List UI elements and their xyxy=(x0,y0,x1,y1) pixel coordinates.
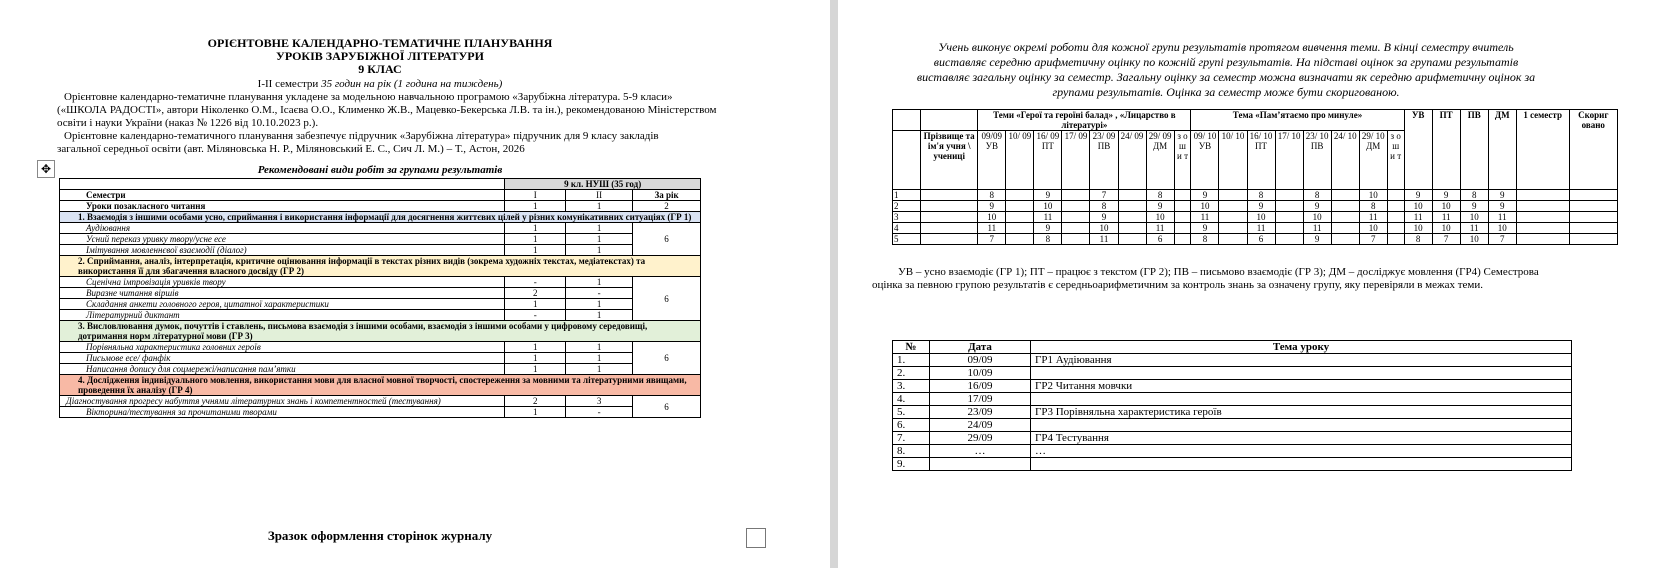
lesson-number[interactable]: 1. xyxy=(893,354,930,367)
grade-cell[interactable]: 10 xyxy=(978,212,1006,223)
lessons-table xyxy=(892,340,1572,471)
grade-cell[interactable] xyxy=(1062,190,1090,201)
student-col-header: Прізвище та ім'я учня \ учениці xyxy=(921,131,978,190)
cell-year: 6 xyxy=(633,223,701,256)
empty-cell xyxy=(60,179,505,190)
grade-cell[interactable] xyxy=(1006,190,1034,201)
lesson-number[interactable]: 6. xyxy=(893,419,930,432)
date-col-header: 23/ 10 ПВ xyxy=(1303,131,1331,190)
table-row xyxy=(60,201,701,212)
col-i: І xyxy=(505,190,566,201)
summary-cell[interactable] xyxy=(1516,201,1569,212)
date-col-header: 09/09 УВ xyxy=(978,131,1006,190)
date-col-header: 10/ 10 xyxy=(1219,131,1247,190)
summary-cell[interactable] xyxy=(1569,201,1617,212)
lesson-topic[interactable]: ГР2 Читання мовчки xyxy=(1031,380,1572,393)
cell-i: - xyxy=(505,277,566,288)
lesson-topic[interactable] xyxy=(1031,419,1572,432)
table-row xyxy=(60,299,701,310)
grade-cell[interactable] xyxy=(1275,212,1303,223)
summary-header: ПТ xyxy=(1432,110,1460,190)
grade-cell[interactable] xyxy=(1062,212,1090,223)
grade-cell[interactable]: 8 xyxy=(1303,190,1331,201)
date-col-header: 10/ 09 xyxy=(1006,131,1034,190)
title-line: ОРІЄНТОВНЕ КАЛЕНДАРНО-ТЕМАТИЧНЕ ПЛАНУВАННЯ xyxy=(207,36,553,50)
paragraph-line: загальної середньої освіти (авт. Міляновська Н. Р., Міляновський Е. С., Сич Л. М.) – Т., Астон, 2026 xyxy=(57,143,525,155)
date-col-header: 17/ 09 xyxy=(1062,131,1090,190)
table-row xyxy=(60,353,701,364)
date-col-header: 16/ 09 ПТ xyxy=(1034,131,1062,190)
intro-line: групами результатів. Оцінка за семестр може бути скоригованою. xyxy=(1052,85,1400,99)
grade-cell[interactable] xyxy=(1118,234,1146,245)
grade-cell[interactable]: 9 xyxy=(1034,190,1062,201)
summary-cell[interactable] xyxy=(1516,223,1569,234)
row-number: 1 xyxy=(893,190,921,201)
grade-cell[interactable]: 10 xyxy=(1303,212,1331,223)
document-title xyxy=(150,37,610,76)
lesson-number[interactable]: 2. xyxy=(893,367,930,380)
nush-header: 9 кл. НУШ (35 год) xyxy=(505,179,701,190)
table-header-row xyxy=(60,190,701,201)
row-label: Письмове есе/ фанфік xyxy=(60,353,505,364)
grade-cell[interactable]: 9 xyxy=(1303,234,1331,245)
row-label: Виразне читання віршів xyxy=(60,288,505,299)
cell-ii: 3 xyxy=(566,396,633,407)
lesson-topic[interactable] xyxy=(1031,367,1572,380)
intro-paragraph xyxy=(57,91,774,156)
summary-cell[interactable]: 9 xyxy=(1460,201,1488,212)
summary-cell[interactable]: 10 xyxy=(1460,234,1488,245)
grade-cell[interactable] xyxy=(1006,223,1034,234)
table-header-row xyxy=(60,179,701,190)
grade-cell[interactable]: 10 xyxy=(1191,201,1219,212)
summary-cell[interactable] xyxy=(1516,190,1569,201)
student-name-cell[interactable] xyxy=(921,201,978,212)
journal-row xyxy=(893,234,1618,245)
lesson-topic[interactable]: ГР3 Порівняльна характеристика героїв xyxy=(1031,406,1572,419)
grade-cell[interactable]: 9 xyxy=(1191,190,1219,201)
col-ii: ІІ xyxy=(566,190,633,201)
lesson-date[interactable] xyxy=(930,458,1031,471)
grade-cell[interactable]: 9 xyxy=(1146,201,1174,212)
empty-cell xyxy=(921,110,978,131)
summary-cell[interactable]: 7 xyxy=(1488,234,1516,245)
grade-cell[interactable]: 11 xyxy=(1090,234,1118,245)
grade-cell[interactable]: 9 xyxy=(1034,223,1062,234)
row-label: Уроки позакласного читання xyxy=(60,201,505,212)
lesson-date[interactable]: 09/09 xyxy=(930,354,1031,367)
cell-i: 1 xyxy=(505,342,566,353)
lesson-number[interactable]: 7. xyxy=(893,432,930,445)
table-caption: Рекомендовані види робіт за групами результатів xyxy=(257,164,503,176)
grade-cell[interactable] xyxy=(1387,212,1404,223)
lesson-row xyxy=(893,367,1572,380)
theme-header: Теми «Герої та героїні балад» , «Лицарство в літературі» xyxy=(978,110,1191,131)
cell-i: 2 xyxy=(505,288,566,299)
lesson-row xyxy=(893,393,1572,406)
intro-line: виставляє загальну оцінку за семестр. Загальну оцінку за семестр можна визначати як середню арифметичну оцінок за xyxy=(916,70,1536,84)
lesson-number[interactable]: 4. xyxy=(893,393,930,406)
lesson-topic[interactable] xyxy=(1031,458,1572,471)
grade-cell[interactable] xyxy=(1174,223,1191,234)
grade-cell[interactable]: 11 xyxy=(1359,212,1387,223)
row-number: 4 xyxy=(893,223,921,234)
grade-cell[interactable]: 8 xyxy=(1090,201,1118,212)
move-handle-icon[interactable]: ✥ xyxy=(37,160,55,178)
grade-cell[interactable] xyxy=(1275,201,1303,212)
lesson-date[interactable]: … xyxy=(930,445,1031,458)
cell-i: 1 xyxy=(505,245,566,256)
lesson-row xyxy=(893,458,1572,471)
paragraph-line: освіти і науки України (наказ № 1226 від 10.10.2023 р.). xyxy=(57,117,319,129)
date-col-header: 29/ 09 ДМ xyxy=(1146,131,1174,190)
row-label: Сценічна імпровізація уривків твору xyxy=(60,277,505,288)
cell-ii: 1 xyxy=(566,299,633,310)
lesson-date[interactable]: 23/09 xyxy=(930,406,1031,419)
cell-ii: 1 xyxy=(566,245,633,256)
journal-row xyxy=(893,190,1618,201)
summary-cell[interactable] xyxy=(1569,212,1617,223)
table-row xyxy=(60,288,701,299)
student-name-cell[interactable] xyxy=(921,190,978,201)
lesson-topic[interactable]: … xyxy=(1031,445,1572,458)
cell-i: 1 xyxy=(505,407,566,418)
table-row xyxy=(60,310,701,321)
grade-cell[interactable] xyxy=(1219,234,1247,245)
legend-line: оцінка за певною групою результатів є середньоарифметичним за контроль знань за означену групу, яку перевіряли в межах теми. xyxy=(872,279,1484,291)
grade-cell[interactable] xyxy=(1331,212,1359,223)
journal-header-row xyxy=(893,110,1618,131)
summary-cell[interactable] xyxy=(1516,212,1569,223)
lesson-row xyxy=(893,406,1572,419)
grade-cell[interactable] xyxy=(1006,234,1034,245)
activities-table xyxy=(59,178,701,418)
grade-cell[interactable]: 7 xyxy=(1090,190,1118,201)
summary-cell[interactable]: 9 xyxy=(1432,190,1460,201)
summary-cell[interactable]: 8 xyxy=(1404,234,1432,245)
group-row xyxy=(60,375,701,396)
summary-header: УВ xyxy=(1404,110,1432,190)
journal-grades-table xyxy=(892,109,1618,245)
summary-cell[interactable]: 10 xyxy=(1460,212,1488,223)
grade-cell[interactable] xyxy=(1174,201,1191,212)
cell-year: 2 xyxy=(633,201,701,212)
cell-ii: - xyxy=(566,288,633,299)
grade-cell[interactable]: 9 xyxy=(978,201,1006,212)
semesters-line xyxy=(150,78,610,91)
grade-cell[interactable]: 7 xyxy=(978,234,1006,245)
legend-text xyxy=(872,266,1632,292)
lesson-date[interactable]: 16/09 xyxy=(930,380,1031,393)
group-row xyxy=(60,256,701,277)
cell-ii: 1 xyxy=(566,342,633,353)
student-name-cell[interactable] xyxy=(921,234,978,245)
journal-row xyxy=(893,223,1618,234)
grade-cell[interactable]: 11 xyxy=(1303,223,1331,234)
summary-cell[interactable]: 9 xyxy=(1488,201,1516,212)
grade-cell[interactable] xyxy=(1062,234,1090,245)
legend-line: УВ – усно взаємодіє (ГР 1); ПТ – працює з текстом (ГР 2); ПВ – письмово взаємодіє (ГР 3); ДМ – досліджує мовлення (ГР4) Семестрова xyxy=(898,266,1539,278)
student-name-cell[interactable] xyxy=(921,223,978,234)
row-label: Вікторина/тестування за прочитаними творами xyxy=(60,407,505,418)
lesson-number[interactable]: 3. xyxy=(893,380,930,393)
date-col-header: 09/ 10 УВ xyxy=(1191,131,1219,190)
grade-cell[interactable]: 7 xyxy=(1359,234,1387,245)
lesson-date[interactable]: 17/09 xyxy=(930,393,1031,406)
journal-row xyxy=(893,212,1618,223)
grade-cell[interactable] xyxy=(1387,234,1404,245)
cell-ii: 1 xyxy=(566,277,633,288)
semesters-hours: 35 годин на рік (1 година на тиждень) xyxy=(321,78,503,90)
title-line: УРОКІВ ЗАРУБІЖНОЇ ЛІТЕРАТУРИ xyxy=(276,49,484,63)
summary-header: ДМ xyxy=(1488,110,1516,190)
content-control-checkbox[interactable] xyxy=(746,528,766,548)
grade-cell[interactable] xyxy=(1275,223,1303,234)
lesson-topic[interactable] xyxy=(1031,393,1572,406)
grade-cell[interactable] xyxy=(1387,190,1404,201)
col-date: Дата xyxy=(930,341,1031,354)
cell-i: 1 xyxy=(505,201,566,212)
summary-cell[interactable] xyxy=(1569,190,1617,201)
right-page xyxy=(838,0,1665,568)
left-page xyxy=(0,0,830,568)
group-title: 3. Висловлювання думок, почуттів і ставлень, письмова взаємодія з іншими особами, взаємодія з іншими особами у цифровому середовищі, дотримання норм літературної мови (ГР 3) xyxy=(60,321,701,342)
cell-i: 2 xyxy=(505,396,566,407)
grade-cell[interactable]: 10 xyxy=(1359,223,1387,234)
summary-cell[interactable] xyxy=(1569,223,1617,234)
lessons-header-row xyxy=(893,341,1572,354)
summary-cell[interactable]: 7 xyxy=(1432,234,1460,245)
row-label: Усний переказ уривку твору/усне есе xyxy=(60,234,505,245)
date-col-header: 29/ 10 ДМ xyxy=(1359,131,1387,190)
date-col-header: 23/ 09 ПВ xyxy=(1090,131,1118,190)
intro-line: Учень виконує окремі роботи для кожної групи результатів протягом вивчення теми. В кінці семестру вчитель xyxy=(938,40,1514,54)
cell-year: 6 xyxy=(633,342,701,375)
group-title: 1. Взаємодія з іншими особами усно, сприймання і використання інформації для досягнення життєвих цілей у різних комунікативних ситуаціях (ГР 1) xyxy=(60,212,701,223)
summary-cell[interactable]: 10 xyxy=(1404,223,1432,234)
grade-cell[interactable] xyxy=(1331,201,1359,212)
grade-cell[interactable] xyxy=(1331,190,1359,201)
date-col-header: 16/ 10 ПТ xyxy=(1247,131,1275,190)
summary-cell[interactable] xyxy=(1516,234,1569,245)
summary-cell[interactable]: 10 xyxy=(1488,223,1516,234)
lesson-number[interactable]: 9. xyxy=(893,458,930,471)
summary-cell[interactable]: 11 xyxy=(1488,212,1516,223)
grade-cell[interactable] xyxy=(1062,201,1090,212)
grade-cell[interactable] xyxy=(1174,212,1191,223)
cell-ii: 1 xyxy=(566,310,633,321)
date-col-header: 17/ 10 xyxy=(1275,131,1303,190)
group-row xyxy=(60,321,701,342)
row-label: Складання анкети головного героя, цитатної характеристики xyxy=(60,299,505,310)
lesson-number[interactable]: 5. xyxy=(893,406,930,419)
table-row xyxy=(60,364,701,375)
grade-cell[interactable]: 10 xyxy=(1247,212,1275,223)
table-row xyxy=(60,245,701,256)
grade-cell[interactable]: 9 xyxy=(1090,212,1118,223)
cell-ii: 1 xyxy=(566,353,633,364)
col-topic: Тема уроку xyxy=(1031,341,1572,354)
grade-cell[interactable]: 10 xyxy=(1090,223,1118,234)
lesson-topic[interactable]: ГР1 Аудіювання xyxy=(1031,354,1572,367)
grade-cell[interactable] xyxy=(1006,201,1034,212)
grade-cell[interactable] xyxy=(1219,212,1247,223)
summary-cell[interactable] xyxy=(1569,234,1617,245)
journal-row xyxy=(893,201,1618,212)
summary-header: Скориг овано xyxy=(1569,110,1617,190)
group-title: 2. Сприймання, аналіз, інтерпретація, критичне оцінювання інформації в текстах різних видів (зокрема художніх текстах, медіатекстах) та використання її для збагачення власного досвіду (ГР 2) xyxy=(60,256,701,277)
grade-cell[interactable]: 11 xyxy=(978,223,1006,234)
lesson-row xyxy=(893,432,1572,445)
date-col-header: з о ш и т xyxy=(1174,131,1191,190)
cell-ii: 1 xyxy=(566,201,633,212)
student-name-cell[interactable] xyxy=(921,212,978,223)
cell-i: 1 xyxy=(505,223,566,234)
intro-text xyxy=(846,40,1606,100)
lesson-row xyxy=(893,445,1572,458)
semesters-prefix: І-ІІ семестри xyxy=(257,78,322,90)
table-row xyxy=(60,277,701,288)
col-semesters: Семестри xyxy=(60,190,505,201)
date-col-header: 24/ 10 xyxy=(1331,131,1359,190)
table-row xyxy=(60,342,701,353)
grade-cell[interactable] xyxy=(1387,223,1404,234)
row-number: 3 xyxy=(893,212,921,223)
paragraph-line: Орієнтовне календарно-тематичного планування забезпечує підручник «Зарубіжна література» підручник для 9 класу закладів xyxy=(64,130,659,142)
date-col-header: 24/ 09 xyxy=(1118,131,1146,190)
grade-cell[interactable] xyxy=(1118,190,1146,201)
grade-cell[interactable] xyxy=(1219,201,1247,212)
grade-cell[interactable]: 10 xyxy=(1034,201,1062,212)
row-label: Аудіювання xyxy=(60,223,505,234)
row-label: Імітування мовленнєвої взаємодії (діалог) xyxy=(60,245,505,256)
summary-cell[interactable]: 9 xyxy=(1404,190,1432,201)
cell-i: - xyxy=(505,310,566,321)
lesson-topic[interactable]: ГР4 Тестування xyxy=(1031,432,1572,445)
paragraph-line: Орієнтовне календарно-тематичне планування укладене за модельною навчальною програмою «Зарубіжна література. 5-9 класи» xyxy=(64,91,673,103)
cell-i: 1 xyxy=(505,234,566,245)
date-col-header: з о ш и т xyxy=(1387,131,1404,190)
grade-cell[interactable]: 11 xyxy=(1146,223,1174,234)
journal-sample-heading: Зразок оформлення сторінок журналу xyxy=(267,528,493,543)
grade-cell[interactable] xyxy=(1219,223,1247,234)
row-label: Написання допису для соцмережі/написання пам’ятки xyxy=(60,364,505,375)
summary-cell[interactable]: 11 xyxy=(1404,212,1432,223)
row-number: 5 xyxy=(893,234,921,245)
row-number: 2 xyxy=(893,201,921,212)
grade-cell[interactable] xyxy=(1174,234,1191,245)
summary-cell[interactable]: 11 xyxy=(1432,212,1460,223)
title-line: 9 КЛАС xyxy=(358,62,402,76)
grade-cell[interactable]: 10 xyxy=(1146,212,1174,223)
table-row xyxy=(60,234,701,245)
table-row xyxy=(60,223,701,234)
grade-cell[interactable] xyxy=(1006,212,1034,223)
cell-ii: - xyxy=(566,407,633,418)
grade-cell[interactable]: 8 xyxy=(1359,201,1387,212)
summary-cell[interactable]: 10 xyxy=(1432,223,1460,234)
grade-cell[interactable] xyxy=(1219,190,1247,201)
grade-cell[interactable]: 9 xyxy=(1247,201,1275,212)
paragraph-line: («ШКОЛА РАДОСТІ», автори Ніколенко О.М., Ісаєва О.О., Клименко Ж.В., Мацевко-Бекерська Л.В. та ін.), рекомендованою Міністерством xyxy=(57,104,717,116)
row-label: Діагностування прогресу набуття учнями літературних знань і компетентностей (тестування) xyxy=(60,396,505,407)
cell-ii: 1 xyxy=(566,364,633,375)
grade-cell[interactable]: 11 xyxy=(1191,212,1219,223)
lesson-row xyxy=(893,380,1572,393)
lesson-number[interactable]: 8. xyxy=(893,445,930,458)
col-number: № xyxy=(893,341,930,354)
grade-cell[interactable] xyxy=(1118,212,1146,223)
summary-header: ПВ xyxy=(1460,110,1488,190)
cell-i: 1 xyxy=(505,353,566,364)
intro-line: виставляє середню арифметичну оцінку по кожній групі результатів. На підставі оцінок за групами результатів xyxy=(933,55,1519,69)
cell-ii: 1 xyxy=(566,223,633,234)
grade-cell[interactable]: 6 xyxy=(1146,234,1174,245)
grade-cell[interactable]: 9 xyxy=(1303,201,1331,212)
page-gap xyxy=(830,0,838,568)
cell-ii: 1 xyxy=(566,234,633,245)
lesson-row xyxy=(893,419,1572,432)
table-row xyxy=(60,396,701,407)
summary-cell[interactable]: 9 xyxy=(1488,190,1516,201)
group-row xyxy=(60,212,701,223)
summary-cell[interactable]: 8 xyxy=(1460,190,1488,201)
grade-cell[interactable]: 9 xyxy=(1191,223,1219,234)
cell-year: 6 xyxy=(633,396,701,418)
row-label: Літературний диктант xyxy=(60,310,505,321)
col-year: За рік xyxy=(633,190,701,201)
grade-cell[interactable]: 8 xyxy=(978,190,1006,201)
grade-cell[interactable] xyxy=(1062,223,1090,234)
grade-cell[interactable] xyxy=(1331,223,1359,234)
summary-cell[interactable]: 11 xyxy=(1460,223,1488,234)
grade-cell[interactable] xyxy=(1118,223,1146,234)
grade-cell[interactable]: 8 xyxy=(1146,190,1174,201)
lesson-date[interactable]: 10/09 xyxy=(930,367,1031,380)
table-row xyxy=(60,407,701,418)
grade-cell[interactable]: 8 xyxy=(1247,190,1275,201)
cell-year: 6 xyxy=(633,277,701,321)
group-title: 4. Дослідження індивідуального мовлення, використання мови для власної мовної творчості, спостереження за мовними та літературними явищами, проведення їх аналізу (ГР 4) xyxy=(60,375,701,396)
empty-cell xyxy=(893,110,921,131)
lesson-date[interactable]: 29/09 xyxy=(930,432,1031,445)
summary-header: 1 семестр xyxy=(1516,110,1569,190)
lesson-date[interactable]: 24/09 xyxy=(930,419,1031,432)
empty-cell xyxy=(893,131,921,190)
grade-cell[interactable]: 11 xyxy=(1247,223,1275,234)
grade-cell[interactable] xyxy=(1174,190,1191,201)
summary-cell[interactable]: 10 xyxy=(1432,201,1460,212)
lesson-row xyxy=(893,354,1572,367)
cell-i: 1 xyxy=(505,364,566,375)
summary-cell[interactable]: 10 xyxy=(1404,201,1432,212)
grade-cell[interactable]: 8 xyxy=(1191,234,1219,245)
grade-cell[interactable]: 6 xyxy=(1247,234,1275,245)
row-label: Порівняльна характеристика головних героїв xyxy=(60,342,505,353)
grade-cell[interactable] xyxy=(1118,201,1146,212)
theme-header: Тема «Пам’ятаємо про минуле» xyxy=(1191,110,1404,131)
grade-cell[interactable] xyxy=(1331,234,1359,245)
grade-cell[interactable] xyxy=(1275,234,1303,245)
grade-cell[interactable] xyxy=(1387,201,1404,212)
grade-cell[interactable] xyxy=(1275,190,1303,201)
grade-cell[interactable]: 10 xyxy=(1359,190,1387,201)
cell-i: 1 xyxy=(505,299,566,310)
grade-cell[interactable]: 11 xyxy=(1034,212,1062,223)
grade-cell[interactable]: 8 xyxy=(1034,234,1062,245)
